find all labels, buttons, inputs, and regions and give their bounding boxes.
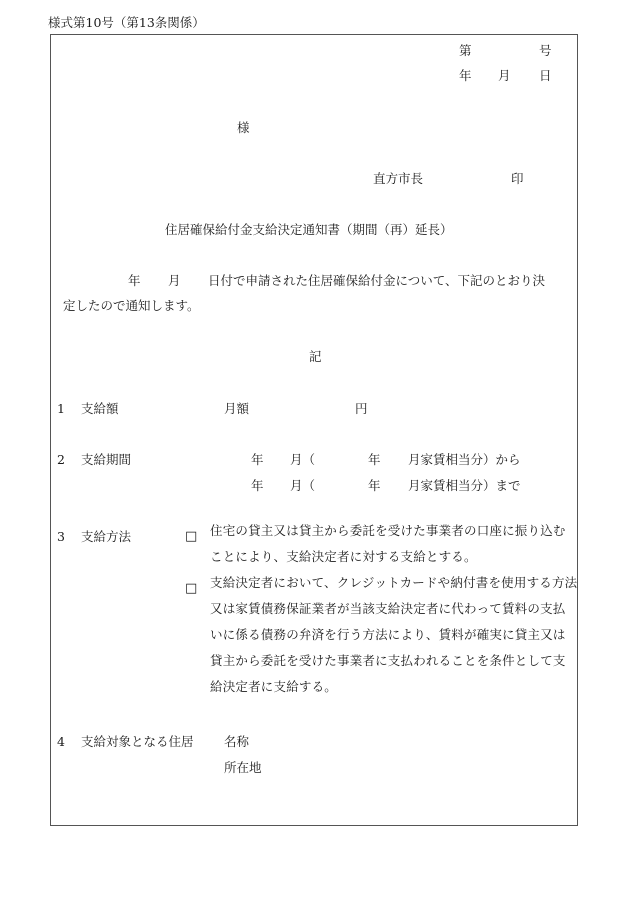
item-3-label: 支給方法: [81, 529, 132, 544]
item-4-number: 4: [57, 734, 65, 749]
issuer-title: 直方市長: [373, 171, 424, 186]
date-day: 日: [539, 68, 552, 83]
period-from-year2: 年: [368, 452, 381, 467]
doc-number-prefix: 第: [459, 43, 472, 58]
issuer-seal: 印: [511, 171, 524, 186]
method-option1-text: 住宅の貸主又は貸主から委託を受けた事業者の口座に振り込むことにより、支給決定者に対する支給とする。: [210, 523, 566, 564]
doc-number-suffix: 号: [539, 43, 552, 58]
body-text-line2: 定したので通知します。: [63, 298, 200, 313]
addressee-suffix: 様: [237, 120, 250, 135]
item-1-label: 支給額: [81, 401, 119, 416]
ki-heading: 記: [309, 349, 322, 364]
document-frame: [50, 34, 578, 826]
date-year: 年: [459, 68, 472, 83]
document-title: 住居確保給付金支給決定通知書（期間（再）延長）: [165, 222, 453, 237]
body-text-line1: 日付で申請された住居確保給付金について、下記のとおり決: [208, 273, 546, 288]
body-month: 月: [168, 273, 181, 288]
body-year: 年: [128, 273, 141, 288]
period-to-tail: 月家賃相当分）まで: [408, 478, 521, 493]
form-label: 様式第10号（第13条関係）: [48, 15, 205, 30]
item-2-label: 支給期間: [81, 452, 132, 467]
period-to-month: 月（: [290, 478, 316, 493]
item-1-yen: 円: [355, 401, 368, 416]
residence-address-label: 所在地: [224, 760, 262, 775]
date-month: 月: [498, 68, 511, 83]
period-from-month: 月（: [290, 452, 316, 467]
period-from-year: 年: [251, 452, 264, 467]
period-from-tail: 月家賃相当分）から: [408, 452, 521, 467]
item-1-number: 1: [57, 401, 65, 416]
method-option2-text: 支給決定者において、クレジットカードや納付書を使用する方法又は家賃債務保証業者が当該支給決定者に代わって賃料の支払いに係る債務の弁済を行う方法により、賃料が確実に貸主又は貸主から委託を受けた事業者に支払われることを条件として支給決定者に支給する。: [210, 575, 578, 694]
item-3-number: 3: [57, 529, 65, 544]
period-to-year2: 年: [368, 478, 381, 493]
item-1-monthly: 月額: [224, 401, 250, 416]
item-2-number: 2: [57, 452, 65, 467]
residence-name-label: 名称: [224, 734, 250, 749]
method-option1-checkbox[interactable]: □: [185, 529, 198, 544]
period-to-year: 年: [251, 478, 264, 493]
item-4-label: 支給対象となる住居: [81, 734, 194, 749]
method-option2-checkbox[interactable]: □: [185, 581, 198, 596]
